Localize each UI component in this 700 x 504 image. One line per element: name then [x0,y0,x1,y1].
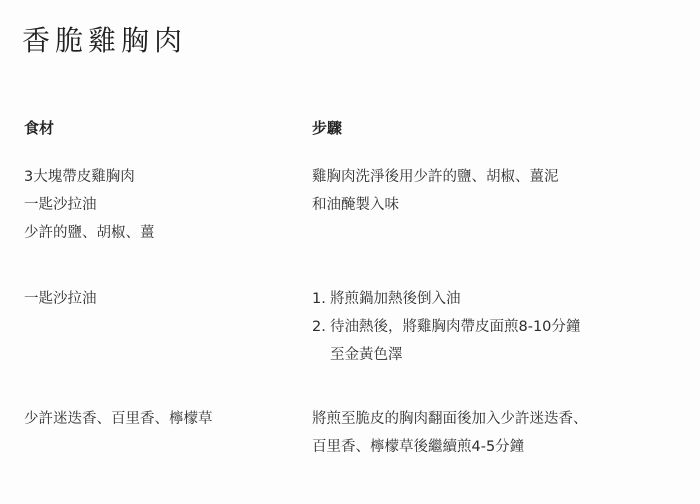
ingredient-line: 一匙沙拉油 [24,291,97,307]
step-number: 2. [312,319,326,335]
ingredients-header: 食材 [24,119,55,137]
steps-section-3 [312,405,588,461]
step-text: 待油熱後，將雞胸肉帶皮面煎8-10分鐘 [330,319,581,335]
step-line: 和油醃製入味 [312,197,399,213]
step-item-2 [312,313,580,341]
step-continuation: 至金黃色澤 [330,347,403,363]
step-line: 將煎至脆皮的胸肉翻面後加入少許迷迭香、 [312,411,588,427]
ingredients-section-2 [24,285,97,313]
step-number: 1. [312,291,326,307]
ingredient-line: 一匙沙拉油 [24,197,97,213]
ingredient-line: 少許的鹽、胡椒、薑 [24,225,155,241]
ingredient-line: 3大塊帶皮雞胸肉 [24,169,135,185]
step-line: 百里香、檸檬草後繼續煎4-5分鐘 [312,439,525,455]
step-item-1 [312,285,580,313]
recipe-title: 香脆雞胸肉 [22,24,188,57]
steps-section-1 [312,163,559,219]
steps-section-2 [312,285,580,369]
ingredients-section-1 [24,163,155,247]
ingredients-section-3 [24,405,213,433]
steps-header: 步驟 [312,119,343,137]
step-line: 雞胸肉洗淨後用少許的鹽、胡椒、薑泥 [312,169,559,185]
ingredient-line: 少許迷迭香、百里香、檸檬草 [24,411,213,427]
step-text: 將煎鍋加熱後倒入油 [330,291,461,307]
